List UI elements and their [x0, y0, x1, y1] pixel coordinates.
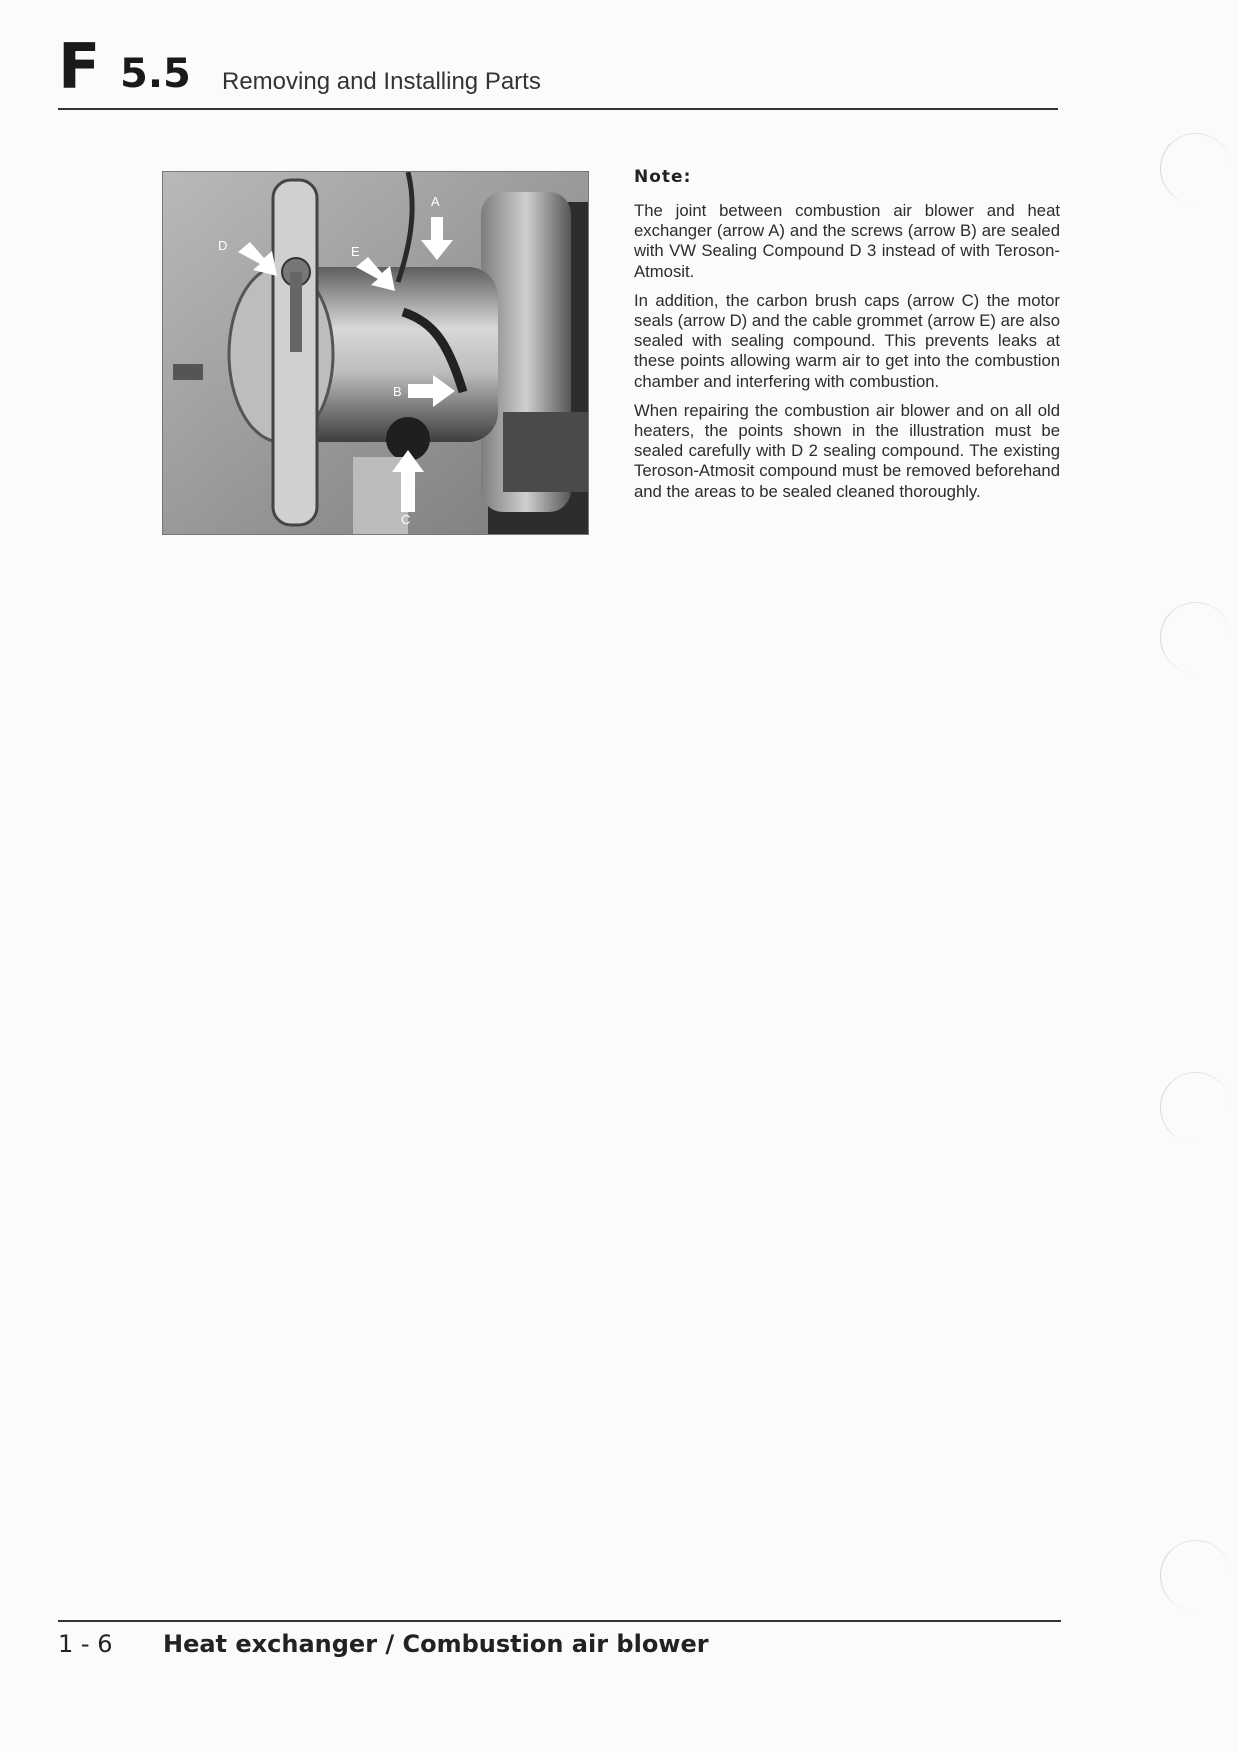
figure-label-b: B: [393, 384, 402, 399]
blower-illustration: [163, 172, 588, 534]
chapter-title: Heat exchanger / Combustion air blower: [163, 1630, 709, 1658]
figure-label-a: A: [431, 194, 440, 209]
page-number: 1 - 6: [58, 1630, 113, 1658]
note-paragraph: The joint between combustion air blower and heat exchanger (arrow A) and the screws (arrow B) are sealed with VW Sealing Compound D 3 instead of with Teroson-Atmosit.: [634, 201, 1060, 281]
binder-hole: [1160, 1540, 1231, 1611]
binder-hole: [1160, 602, 1231, 673]
figure-label-e: E: [351, 244, 360, 259]
page-header: [58, 30, 1058, 110]
section-title: Removing and Installing Parts: [222, 68, 541, 95]
binder-hole: [1160, 133, 1231, 204]
note-heading: Note:: [634, 167, 692, 187]
binder-hole: [1160, 1072, 1231, 1143]
note-paragraph: When repairing the combustion air blower and on all old heaters, the points shown in the illustration must be sealed carefully with D 2 sealing compound. The existing Teroson-Atmosit compound must be removed beforehand and the areas to be sealed cleaned thoroughly.: [634, 400, 1060, 501]
footer-rule: [58, 1620, 1061, 1622]
figure-label-d: D: [218, 238, 228, 253]
note-section: [634, 167, 1060, 511]
blower-photo: [162, 171, 589, 535]
section-number: 5.5: [120, 51, 191, 97]
note-paragraph: In addition, the carbon brush caps (arrow C) the motor seals (arrow D) and the cable grommet (arrow E) are also sealed with sealing compound. This prevents leaks at these points allowing warm air to get into the combustion chamber and interfering with combustion.: [634, 290, 1060, 391]
header-rule: [58, 108, 1058, 110]
section-letter: F: [58, 30, 101, 103]
figure-label-c: C: [401, 512, 411, 527]
